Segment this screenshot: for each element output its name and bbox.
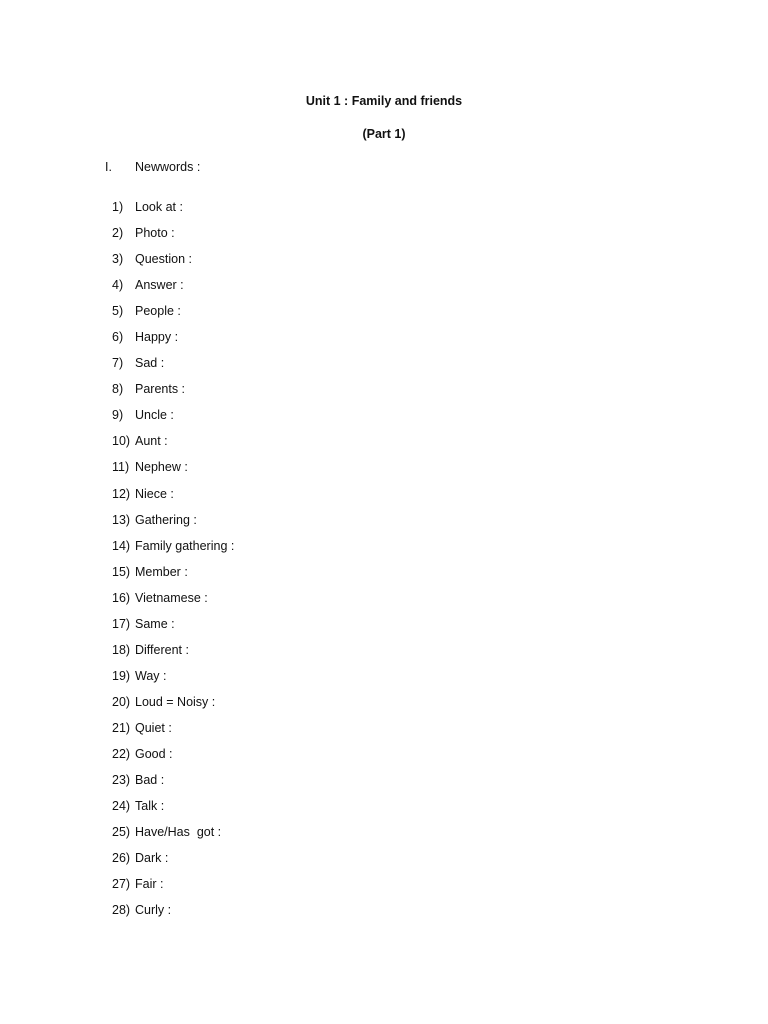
list-item-number: 1) <box>112 200 124 214</box>
list-item-number: 21) <box>112 720 131 735</box>
list-item-number: 10) <box>112 434 131 449</box>
list-item <box>112 303 234 329</box>
list-item-text: Aunt : <box>135 434 168 449</box>
list-item-text: Vietnamese : <box>135 590 208 605</box>
list-item-number: 20) <box>112 694 131 709</box>
list-item-text: Sad : <box>135 356 165 371</box>
list-item-text: Nephew : <box>135 460 188 475</box>
list-item <box>112 251 234 277</box>
section-numeral: I. <box>105 160 112 174</box>
page-subtitle: (Part 1) <box>362 127 406 141</box>
list-item-text: Photo : <box>135 226 175 241</box>
list-item-text: Same : <box>135 616 175 631</box>
list-item <box>112 668 234 694</box>
list-item <box>112 407 234 433</box>
list-item-number: 17) <box>112 616 131 631</box>
list-item-text: Dark : <box>135 851 169 866</box>
list-item-number: 22) <box>112 746 131 761</box>
list-item-number: 16) <box>112 590 131 605</box>
list-item-number: 12) <box>112 486 131 501</box>
list-item <box>112 486 234 512</box>
list-item-text: Loud = Noisy : <box>135 694 216 709</box>
list-item-number: 27) <box>112 877 131 892</box>
list-item <box>112 199 234 225</box>
list-item-number: 28) <box>112 903 131 918</box>
list-item-text: Different : <box>135 642 189 657</box>
list-item-text: Uncle : <box>135 408 174 423</box>
list-item-text: Question : <box>135 252 192 267</box>
list-item-text: People : <box>135 304 181 319</box>
list-item-text: Family gathering : <box>135 538 235 553</box>
list-item <box>112 876 234 902</box>
list-item <box>112 381 234 407</box>
list-item-text: Curly : <box>135 903 172 918</box>
list-item-text: Member : <box>135 564 188 579</box>
list-item-text: Way : <box>135 668 167 683</box>
list-item <box>112 850 234 876</box>
list-item <box>112 564 234 590</box>
list-item <box>112 902 234 928</box>
list-item-number: 9) <box>112 408 124 423</box>
list-item <box>112 277 234 303</box>
list-item-text: Talk : <box>135 799 165 814</box>
list-item-text: Good : <box>135 746 173 761</box>
list-item-number: 6) <box>112 330 124 345</box>
list-item-number: 4) <box>112 278 124 293</box>
list-item-number: 13) <box>112 512 131 527</box>
list-item-text: Answer : <box>135 278 184 293</box>
list-item-number: 25) <box>112 825 131 840</box>
vocabulary-list <box>112 199 234 928</box>
list-item <box>112 694 234 720</box>
list-item-number: 14) <box>112 538 131 553</box>
list-item-text: Quiet : <box>135 720 172 735</box>
list-item-number: 18) <box>112 642 131 657</box>
list-item <box>112 433 234 459</box>
list-item <box>112 616 234 642</box>
list-item-number: 23) <box>112 773 131 788</box>
list-item-number: 26) <box>112 851 131 866</box>
list-item-text: Look at : <box>135 200 183 214</box>
list-item <box>112 642 234 668</box>
list-item <box>112 225 234 251</box>
list-item <box>112 459 234 485</box>
list-item <box>112 329 234 355</box>
list-item <box>112 798 234 824</box>
list-item-number: 11) <box>112 460 130 475</box>
section-heading-label: Newwords : <box>135 160 201 174</box>
list-item-number: 24) <box>112 799 131 814</box>
list-item-text: Fair : <box>135 877 164 892</box>
list-item-text: Bad : <box>135 773 165 788</box>
list-item-number: 19) <box>112 668 131 683</box>
list-item-number: 3) <box>112 252 124 267</box>
list-item <box>112 824 234 850</box>
section-heading <box>105 160 200 174</box>
list-item <box>112 590 234 616</box>
list-item <box>112 746 234 772</box>
list-item-text: Have/Has got : <box>135 825 222 840</box>
list-item-number: 7) <box>112 356 124 371</box>
page-title: Unit 1 : Family and friends <box>305 94 463 108</box>
list-item-number: 2) <box>112 226 124 241</box>
list-item-number: 15) <box>112 564 131 579</box>
list-item-number: 5) <box>112 304 124 319</box>
list-item <box>112 772 234 798</box>
list-item <box>112 512 234 538</box>
list-item <box>112 720 234 746</box>
list-item <box>112 355 234 381</box>
list-item-text: Parents : <box>135 382 186 397</box>
list-item-text: Niece : <box>135 486 174 501</box>
list-item-text: Gathering : <box>135 512 197 527</box>
list-item <box>112 538 234 564</box>
list-item-number: 8) <box>112 382 124 397</box>
list-item-text: Happy : <box>135 330 179 345</box>
